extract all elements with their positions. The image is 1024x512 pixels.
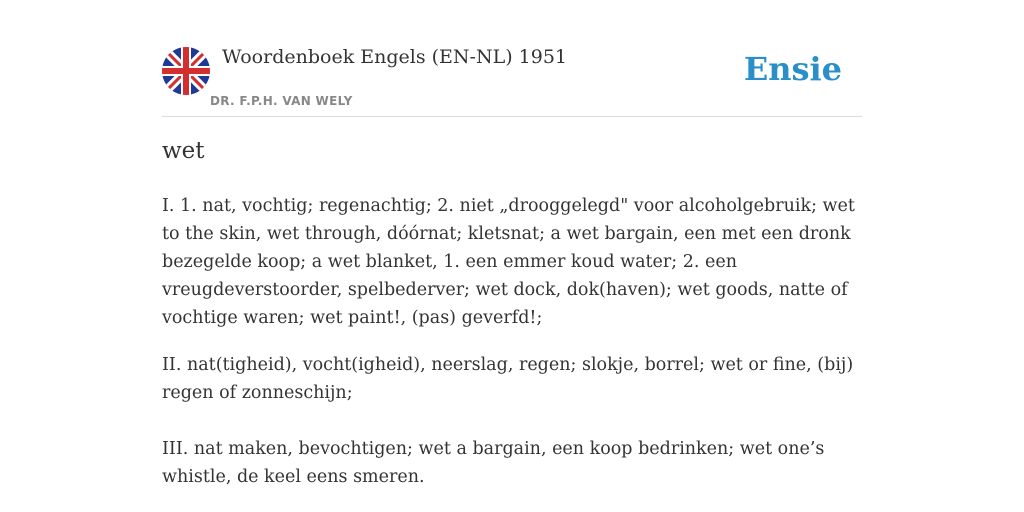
entry-definition <box>162 192 862 491</box>
ensie-logo-link[interactable]: Ensie <box>743 50 842 88</box>
definition-paragraph-1: I. 1. nat, vochtig; regenachtig; 2. niet „drooggelegd" voor alcoholgebruik; wet to the skin, wet through, dóórnat; kletsnat; a wet bargain, een met een dronk bezegelde koop; a wet blanket, 1. een emmer koud water; 2. een vreugdeverstoorder, spelbederver; wet dock, dok(haven); wet goods, natte of vochtige waren; wet paint!, (pas) geverfd!; <box>162 196 855 328</box>
entry-headword: wet <box>162 138 205 164</box>
definition-paragraph-2: II. nat(tigheid), vocht(igheid), neerslag, regen; slokje, borrel; wet or fine, (bij) regen of zonneschijn; <box>162 355 854 403</box>
dictionary-title[interactable]: Woordenboek Engels (EN-NL) 1951 <box>222 46 567 68</box>
uk-flag-icon <box>162 47 210 95</box>
dictionary-author: DR. F.P.H. VAN WELY <box>210 94 353 108</box>
definition-paragraph-3: III. nat maken, bevochtigen; wet a bargain, een koop bedrinken; wet one’s whistle, de keel eens smeren. <box>162 439 825 487</box>
dictionary-header <box>162 40 862 117</box>
